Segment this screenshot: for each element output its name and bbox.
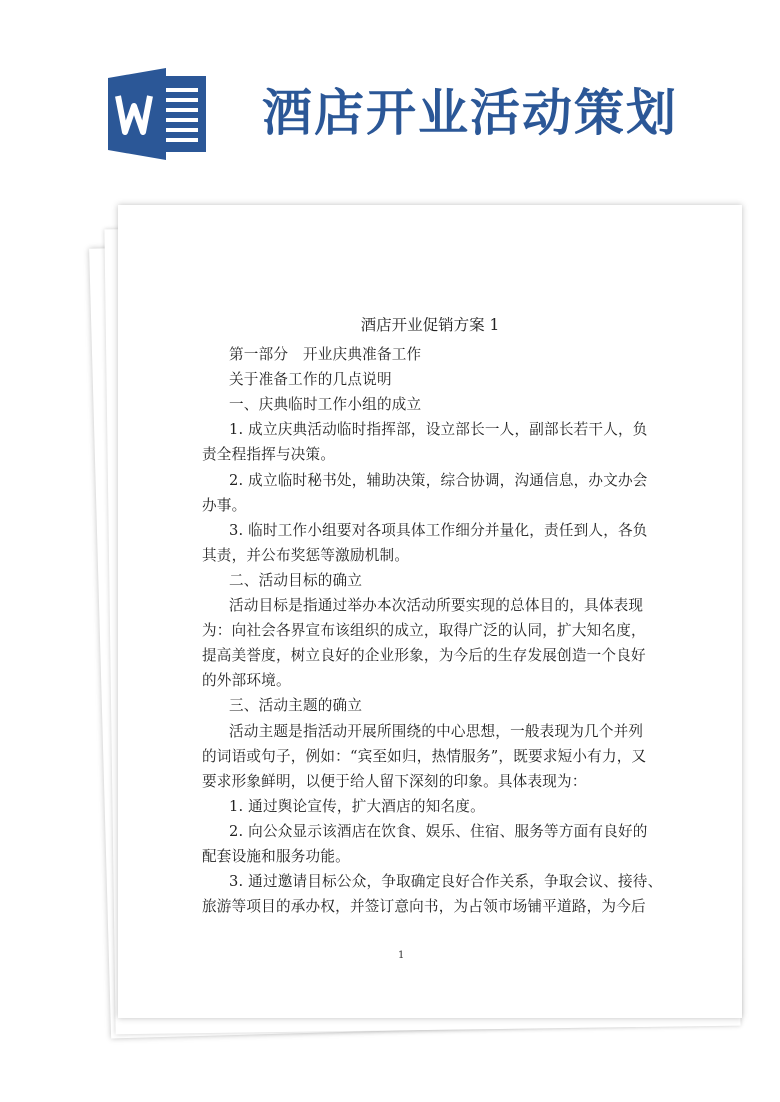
page-number: 1 (398, 950, 405, 961)
paragraph-line: 活动目标是指通过举办本次活动所要实现的总体目的，具体表现 (229, 597, 644, 614)
word-icon (108, 68, 208, 160)
header-title: 酒店开业活动策划 (262, 84, 678, 142)
paragraph-line: 办事。 (202, 496, 247, 514)
paragraph-line: 关于准备工作的几点说明 (229, 371, 392, 389)
document-title: 酒店开业促销方案 1 (360, 316, 500, 334)
paragraph-line: 要求形象鲜明，以便于给人留下深刻的印象。具体表现为： (202, 772, 587, 790)
paragraph-line: 提高美誉度，树立良好的企业形象，为今后的生存发展创造一个良好 (202, 647, 646, 665)
paragraph-line: 活动主题是指活动开展所围绕的中心思想，一般表现为几个并列 (229, 722, 644, 740)
paragraph-line: 一、庆典临时工作小组的成立 (229, 396, 422, 414)
paragraph-line: 2. 成立临时秘书处，辅助决策，综合协调，沟通信息，办文办会 (229, 471, 648, 489)
paragraph-line: 旅游等项目的承办权，并签订意向书，为占领市场铺平道路，为今后 (202, 898, 646, 916)
paragraph-line: 责全程指挥与决策。 (202, 446, 336, 464)
paragraph-line: 第一部分 开业庆典准备工作 (229, 346, 422, 363)
paragraph-line: 二、活动目标的确立 (229, 571, 363, 589)
paragraph-line: 3. 通过邀请目标公众，争取确定良好合作关系，争取会议、接待、 (229, 873, 663, 891)
paragraph-line: 为：向社会各界宣布该组织的成立，取得广泛的认同，扩大知名度， (202, 622, 646, 640)
paragraph-line: 1. 通过舆论宣传，扩大酒店的知名度。 (229, 797, 485, 815)
document-page (118, 205, 742, 1018)
paragraph-line: 1. 成立庆典活动临时指挥部，设立部长一人，副部长若干人，负 (229, 421, 648, 439)
paragraph-line: 的外部环境。 (202, 672, 291, 690)
paragraph-line: 的词语或句子，例如：“宾至如归，热情服务”，既要求短小有力，又 (202, 747, 647, 765)
paragraph-line: 配套设施和服务功能。 (202, 848, 350, 865)
paragraph-line: 其责，并公布奖惩等激励机制。 (202, 546, 410, 564)
paragraph-line: 2. 向公众显示该酒店在饮食、娱乐、住宿、服务等方面有良好的 (229, 822, 648, 840)
paragraph-line: 三、活动主题的确立 (229, 697, 363, 715)
paragraph-line: 3. 临时工作小组要对各项具体工作细分并量化，责任到人，各负 (229, 521, 648, 539)
